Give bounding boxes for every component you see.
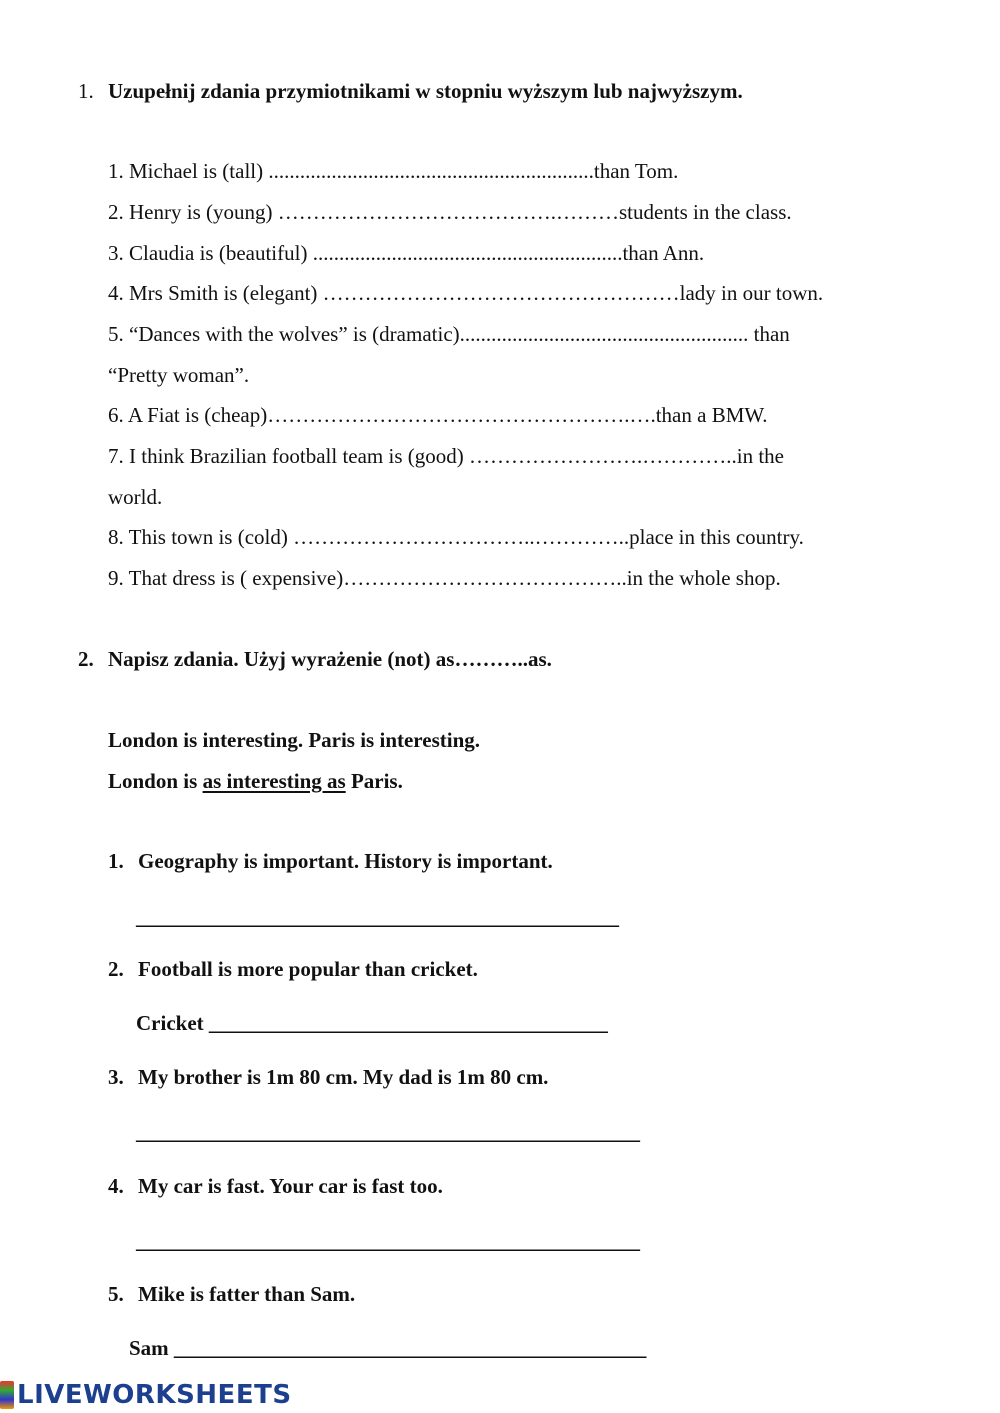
item-prompt: Geography is important. History is important.: [138, 849, 553, 873]
example-answer: [108, 771, 403, 792]
liveworksheets-logo: [0, 1380, 292, 1410]
example-answer-end: Paris.: [345, 769, 403, 793]
logo-text: LIVEWORKSHEETS: [17, 1380, 292, 1410]
exercise-line: 9. That dress is ( expensive)…………………………………..in the whole shop.: [108, 566, 781, 590]
section1-title: Uzupełnij zdania przymiotnikami w stopniu wyższym lub najwyższym.: [108, 79, 743, 103]
exercise-line: 7. I think Brazilian football team is (good) …………………….…………..in the: [108, 444, 784, 468]
exercise-line: 6. A Fiat is (cheap)…………………………………………….….than a BMW.: [108, 403, 768, 427]
example-answer-underlined: as interesting as: [202, 769, 346, 793]
item-prompt: My brother is 1m 80 cm. My dad is 1m 80 cm.: [138, 1065, 549, 1089]
answer-line[interactable]: ______________________________________________: [136, 905, 619, 929]
exercise-line-continued: world.: [108, 485, 163, 509]
section1-number: 1.: [78, 79, 94, 103]
item-number: 4.: [108, 1174, 124, 1198]
item-number: 1.: [108, 849, 124, 873]
item-number: 2.: [108, 957, 124, 981]
exercise-line: 1. Michael is (tall) ..............................................................than Tom.: [108, 159, 679, 183]
logo-mark-icon: [0, 1381, 14, 1409]
answer-line[interactable]: Sam _____________________________________________: [129, 1336, 647, 1360]
section2-number: 2.: [78, 647, 94, 671]
answer-line[interactable]: Cricket ______________________________________: [136, 1011, 608, 1035]
exercise-line: 5. “Dances with the wolves” is (dramatic)....................................................... than: [108, 322, 790, 346]
item-prompt: Football is more popular than cricket.: [138, 957, 478, 981]
answer-line[interactable]: ________________________________________________: [136, 1120, 640, 1144]
exercise-line: 4. Mrs Smith is (elegant) ……………………………………………lady in our town.: [108, 281, 824, 305]
item-number: 5.: [108, 1282, 124, 1306]
exercise-line: 8. This town is (cold) ……………………………..…………..place in this country.: [108, 525, 804, 549]
answer-line[interactable]: ________________________________________________: [136, 1229, 640, 1253]
exercise-line-continued: “Pretty woman”.: [108, 363, 250, 387]
item-prompt: Mike is fatter than Sam.: [138, 1282, 356, 1306]
item-prompt: My car is fast. Your car is fast too.: [138, 1174, 443, 1198]
example-sentence: London is interesting. Paris is interesting.: [108, 728, 481, 752]
exercise-line: 2. Henry is (young) ………………………………….………students in the class.: [108, 200, 792, 224]
item-number: 3.: [108, 1065, 124, 1089]
section2-title: Napisz zdania. Użyj wyrażenie (not) as………..as.: [108, 647, 552, 671]
example-answer-start: London is: [108, 769, 203, 793]
exercise-line: 3. Claudia is (beautiful) ...........................................................than Ann.: [108, 241, 705, 265]
